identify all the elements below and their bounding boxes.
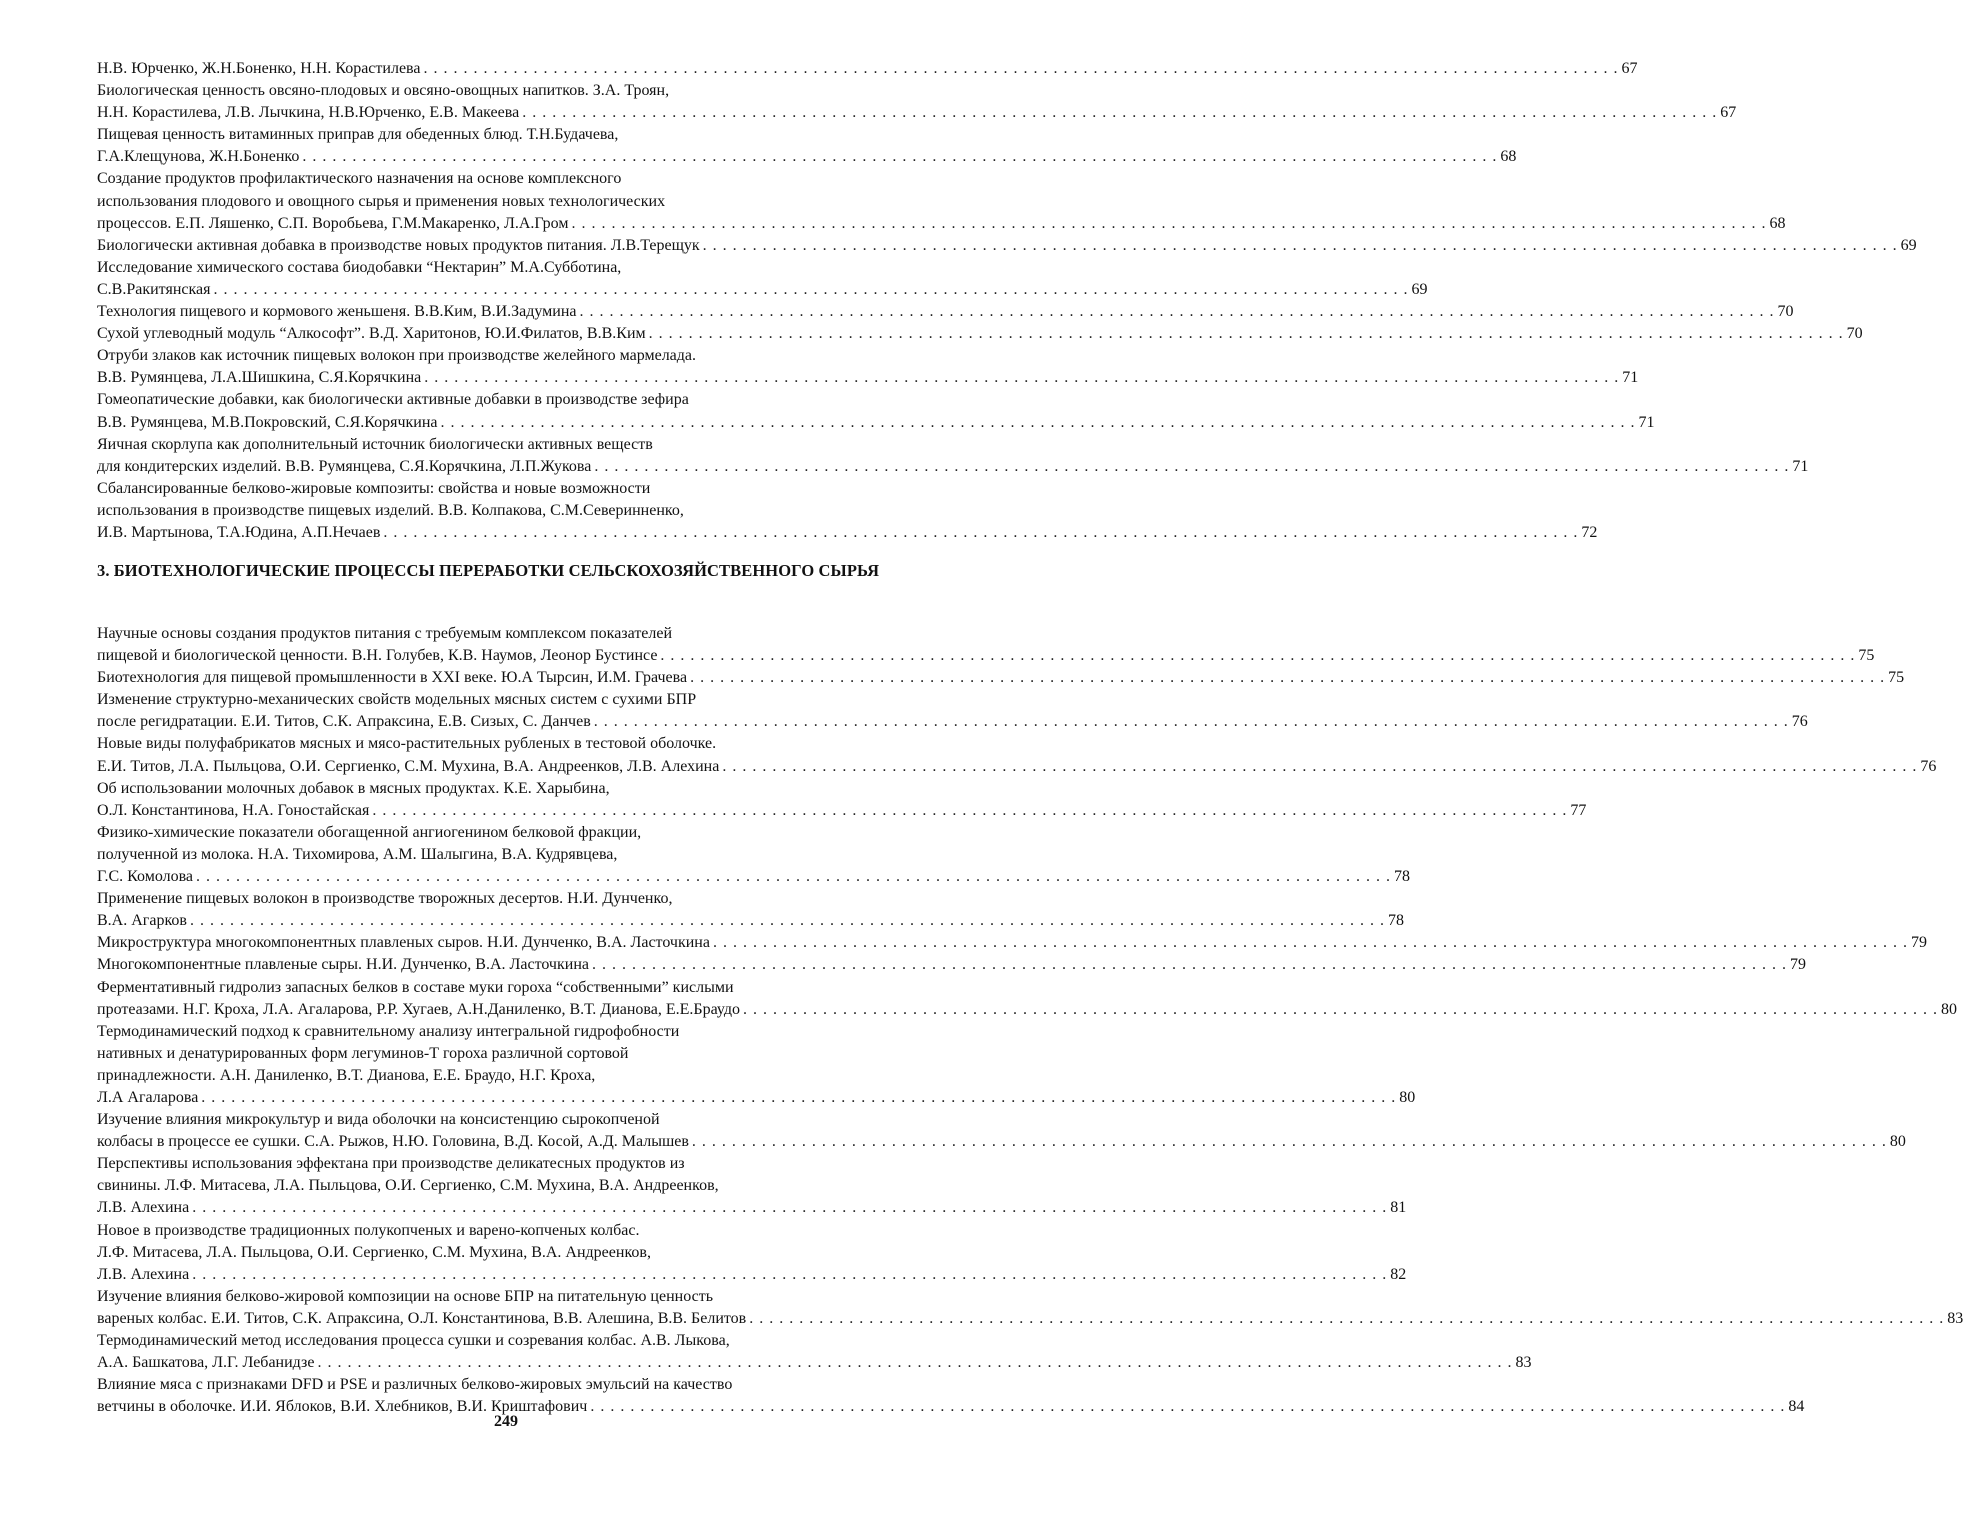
toc-entry-text: принадлежности. А.Н. Даниленко, В.Т. Дианова, Е.Е. Браудо, Н.Г. Кроха, [97, 1066, 596, 1084]
toc-entry-text: протеазами. Н.Г. Кроха, Л.А. Агаларова, Р.Р. Хугаев, А.Н.Даниленко, В.Т. Дианова, Е.Е.Браудо [97, 1000, 741, 1018]
toc-line [97, 1242, 922, 1264]
toc-entry-text: С.В.Ракитянская [97, 280, 211, 298]
toc-entry-text: Изменение структурно-механических свойств модельных мясных систем с сухими БПР [97, 691, 697, 709]
toc-page-number: 67 [1621, 60, 1638, 77]
toc-page-number: 70 [1846, 325, 1863, 343]
dot-leader: . . . . . . . . . . . . . . . . . . . . . . . . . . . . . . . . . . . . . . . . . . . . . . . . . . . . . . . . . . . . . . . . . . . . . . . . . . . . . . . . . . . . . . . . . . . . . . . . . . . . . . . . . . . . . . . . . . . . . . . . [189, 912, 1385, 930]
toc-entry-text: Новые виды полуфабрикатов мясных и мясо-растительных рубленых в тестовой оболочке. [97, 735, 717, 753]
toc-entry-text: вареных колбас. Е.И. Титов, С.К. Апраксина, О.Л. Константинова, В.В. Алешина, В.В. Белитов [97, 1309, 747, 1327]
toc-line [97, 910, 1404, 932]
toc-page-number: 67 [1720, 104, 1737, 122]
toc-entry-text: для кондитерских изделий. В.В. Румянцева, С.Я.Корячкина, Л.П.Жукова [97, 457, 592, 475]
dot-leader: . . . . . . . . . . . . . . . . . . . . . . . . . . . . . . . . . . . . . . . . . . . . . . . . . . . . . . . . . . . . . . . . . . . . . . . . . . . . . . . . . . . . . . . . . . . . . . . . . . . . . . . . . . . . . . . . . . . . . . . . [201, 1088, 1397, 1106]
toc-entry-text: Биологически активная добавка в производстве новых продуктов питания. Л.В.Терещук [97, 236, 700, 254]
toc-entry-text: Л.А Агаларова [97, 1088, 199, 1106]
dot-leader: . . . . . . . . . . . . . . . . . . . . . . . . . . . . . . . . . . . . . . . . . . . . . . . . . . . . . . . . . . . . . . . . . . . . . . . . . . . . . . . . . . . . . . . . . . . . . . . . . . . . . . . . . . . . . . . . . . . . . . . . [702, 236, 1898, 254]
toc-entry-text: Биотехнология для пищевой промышленности в XXI веке. Ю.А Тырсин, И.М. Грачева [97, 669, 688, 687]
toc-line [97, 1374, 922, 1396]
toc-page-number: 80 [1399, 1088, 1416, 1106]
dot-leader: . . . . . . . . . . . . . . . . . . . . . . . . . . . . . . . . . . . . . . . . . . . . . . . . . . . . . . . . . . . . . . . . . . . . . . . . . . . . . . . . . . . . . . . . . . . . . . . . . . . . . . . . . . . . . . . . . . . . . . . . [743, 1000, 1939, 1018]
dot-leader: . . . . . . . . . . . . . . . . . . . . . . . . . . . . . . . . . . . . . . . . . . . . . . . . . . . . . . . . . . . . . . . . . . . . . . . . . . . . . . . . . . . . . . . . . . . . . . . . . . . . . . . . . . . . . . . . . . . . . . . . [440, 413, 1636, 431]
toc-page-number: 84 [1788, 1398, 1805, 1416]
toc-page-number: 79 [1910, 934, 1927, 952]
toc-entry-text: Ферментативный гидролиз запасных белков в составе муки гороха “собственными” кислыми [97, 978, 734, 996]
toc-entry-text: Об использовании молочных добавок в мясных продуктах. К.Е. Харыбина, [97, 779, 610, 797]
dot-leader: . . . . . . . . . . . . . . . . . . . . . . . . . . . . . . . . . . . . . . . . . . . . . . . . . . . . . . . . . . . . . . . . . . . . . . . . . . . . . . . . . . . . . . . . . . . . . . . . . . . . . . . . . . . . . . . . . . . . . . . . [594, 457, 1790, 475]
toc-line [97, 80, 922, 102]
toc-entry-text: использования плодового и овощного сырья и применения новых технологических [97, 192, 666, 210]
toc-page-number: 83 [1947, 1309, 1963, 1327]
toc-line [97, 1021, 922, 1043]
toc-entry-text: В.В. Румянцева, Л.А.Шишкина, С.Я.Корячкина [97, 369, 422, 387]
toc-entry-text: колбасы в процессе ее сушки. С.А. Рыжов, Н.Ю. Головина, В.Д. Косой, А.Д. Малышев [97, 1133, 689, 1151]
toc-page-number: 81 [1390, 1199, 1407, 1217]
toc-line [97, 58, 1638, 80]
dot-leader: . . . . . . . . . . . . . . . . . . . . . . . . . . . . . . . . . . . . . . . . . . . . . . . . . . . . . . . . . . . . . . . . . . . . . . . . . . . . . . . . . . . . . . . . . . . . . . . . . . . . . . . . . . . . . . . . . . . . . . . . [383, 523, 1579, 541]
toc-line [97, 1043, 922, 1065]
toc-line [97, 168, 922, 190]
toc-entry-text: полученной из молока. Н.А. Тихомирова, А.М. Шалыгина, В.А. Кудрявцева, [97, 845, 618, 863]
dot-leader: . . . . . . . . . . . . . . . . . . . . . . . . . . . . . . . . . . . . . . . . . . . . . . . . . . . . . . . . . . . . . . . . . . . . . . . . . . . . . . . . . . . . . . . . . . . . . . . . . . . . . . . . . . . . . . . . . . . . . . . . [372, 801, 1568, 819]
toc-line [97, 367, 1639, 389]
toc-entry-text: использования в производстве пищевых изделий. В.В. Колпакова, С.М.Северинненко, [97, 501, 684, 519]
toc-line [97, 213, 1786, 235]
dot-leader: . . . . . . . . . . . . . . . . . . . . . . . . . . . . . . . . . . . . . . . . . . . . . . . . . . . . . . . . . . . . . . . . . . . . . . . . . . . . . . . . . . . . . . . . . . . . . . . . . . . . . . . . . . . . . . . . . . . . . . . . [571, 214, 1767, 232]
toc-line [97, 257, 922, 279]
toc-line [97, 1352, 1532, 1374]
toc-entry-text: Л.В. Алехина [97, 1199, 190, 1217]
dot-leader: . . . . . . . . . . . . . . . . . . . . . . . . . . . . . . . . . . . . . . . . . . . . . . . . . . . . . . . . . . . . . . . . . . . . . . . . . . . . . . . . . . . . . . . . . . . . . . . . . . . . . . . . . . . . . . . . . . . . . . . . [648, 325, 1844, 343]
toc-page-number: 75 [1888, 669, 1905, 687]
toc-page-number: 80 [1889, 1133, 1906, 1151]
toc-line [97, 1220, 922, 1242]
toc-entry-text: Пищевая ценность витаминных приправ для обеденных блюд. Т.Н.Будачева, [97, 126, 619, 144]
toc-entry-text: Многокомпонентные плавленые сыры. Н.И. Дунченко, В.А. Ласточкина [97, 956, 589, 974]
toc-page-number: 68 [1769, 214, 1786, 232]
toc-entry-text: Отруби злаков как источник пищевых волокон при производстве желейного мармелада. [97, 347, 697, 365]
toc-line [97, 1109, 922, 1131]
toc-entry-text: Термодинамический подход к сравнительному анализу интегральной гидрофобности [97, 1022, 680, 1040]
toc-entry-text: свинины. Л.Ф. Митасева, Л.А. Пыльцова, О.И. Сергиенко, С.М. Мухина, В.А. Андреенков, [97, 1177, 719, 1195]
dot-leader: . . . . . . . . . . . . . . . . . . . . . . . . . . . . . . . . . . . . . . . . . . . . . . . . . . . . . . . . . . . . . . . . . . . . . . . . . . . . . . . . . . . . . . . . . . . . . . . . . . . . . . . . . . . . . . . . . . . . . . . . [192, 1265, 1388, 1283]
toc-line [97, 645, 1875, 667]
dot-leader: . . . . . . . . . . . . . . . . . . . . . . . . . . . . . . . . . . . . . . . . . . . . . . . . . . . . . . . . . . . . . . . . . . . . . . . . . . . . . . . . . . . . . . . . . . . . . . . . . . . . . . . . . . . . . . . . . . . . . . . . [722, 757, 1918, 775]
toc-page-number: 82 [1390, 1265, 1407, 1283]
toc-page-number: 79 [1789, 956, 1806, 974]
toc-line [97, 1153, 922, 1175]
toc-line [97, 1286, 922, 1308]
toc-entry-text: А.А. Башкатова, Л.Г. Лебанидзе [97, 1354, 315, 1372]
toc-entry-text: О.Л. Константинова, Н.А. Гоностайская [97, 801, 370, 819]
dot-leader: . . . . . . . . . . . . . . . . . . . . . . . . . . . . . . . . . . . . . . . . . . . . . . . . . . . . . . . . . . . . . . . . . . . . . . . . . . . . . . . . . . . . . . . . . . . . . . . . . . . . . . . . . . . . . . . . . . . . . . . . [590, 1398, 1786, 1416]
toc-entry-text: И.В. Мартынова, Т.А.Юдина, А.П.Нечаев [97, 523, 381, 541]
toc-entry-text: Создание продуктов профилактического назначения на основе комплексного [97, 170, 622, 188]
toc-section-2 [97, 623, 1963, 1418]
toc-line [97, 434, 922, 456]
toc-page-number: 72 [1581, 523, 1598, 541]
toc-line [97, 279, 1428, 301]
toc-entry-text: ветчины в оболочке. И.И. Яблоков, В.И. Хлебников, В.И. Криштафович [97, 1398, 588, 1416]
toc-line [97, 191, 922, 213]
toc-page-number: 71 [1638, 413, 1655, 431]
toc-line [97, 800, 1587, 822]
toc-line [97, 478, 922, 500]
toc-page-number: 83 [1515, 1354, 1532, 1372]
toc-line [97, 456, 1809, 478]
toc-entry-text: пищевой и биологической ценности. В.Н. Голубев, К.В. Наумов, Леонор Бустинсе [97, 647, 658, 665]
dot-leader: . . . . . . . . . . . . . . . . . . . . . . . . . . . . . . . . . . . . . . . . . . . . . . . . . . . . . . . . . . . . . . . . . . . . . . . . . . . . . . . . . . . . . . . . . . . . . . . . . . . . . . . . . . . . . . . . . . . . . . . . [591, 956, 1787, 974]
toc-page-number: 70 [1777, 303, 1794, 321]
toc-section-1 [97, 58, 1917, 544]
toc-line [97, 1197, 1407, 1219]
dot-leader: . . . . . . . . . . . . . . . . . . . . . . . . . . . . . . . . . . . . . . . . . . . . . . . . . . . . . . . . . . . . . . . . . . . . . . . . . . . . . . . . . . . . . . . . . . . . . . . . . . . . . . . . . . . . . . . . . . . . . . . . [660, 647, 1856, 665]
dot-leader: . . . . . . . . . . . . . . . . . . . . . . . . . . . . . . . . . . . . . . . . . . . . . . . . . . . . . . . . . . . . . . . . . . . . . . . . . . . . . . . . . . . . . . . . . . . . . . . . . . . . . . . . . . . . . . . . . . . . . . . . [423, 60, 1619, 77]
toc-line [97, 102, 1737, 124]
toc-entry-text: В.А. Агарков [97, 912, 187, 930]
toc-entry-text: Применение пищевых волокон в производстве творожных десертов. Н.И. Дунченко, [97, 890, 673, 908]
toc-line [97, 1308, 1963, 1330]
dot-leader: . . . . . . . . . . . . . . . . . . . . . . . . . . . . . . . . . . . . . . . . . . . . . . . . . . . . . . . . . . . . . . . . . . . . . . . . . . . . . . . . . . . . . . . . . . . . . . . . . . . . . . . . . . . . . . . . . . . . . . . . [302, 148, 1498, 166]
toc-line [97, 932, 1927, 954]
toc-entry-text: Влияние мяса с признаками DFD и PSE и различных белково-жировых эмульсий на качество [97, 1376, 733, 1394]
toc-entry-text: Сухой углеводный модуль “Алкософт”. В.Д. Харитонов, Ю.И.Филатов, В.В.Ким [97, 325, 646, 343]
dot-leader: . . . . . . . . . . . . . . . . . . . . . . . . . . . . . . . . . . . . . . . . . . . . . . . . . . . . . . . . . . . . . . . . . . . . . . . . . . . . . . . . . . . . . . . . . . . . . . . . . . . . . . . . . . . . . . . . . . . . . . . . [593, 713, 1789, 731]
toc-entry-text: процессов. Е.П. Ляшенко, С.П. Воробьева, Г.М.Макаренко, Л.А.Гром [97, 214, 569, 232]
dot-leader: . . . . . . . . . . . . . . . . . . . . . . . . . . . . . . . . . . . . . . . . . . . . . . . . . . . . . . . . . . . . . . . . . . . . . . . . . . . . . . . . . . . . . . . . . . . . . . . . . . . . . . . . . . . . . . . . . . . . . . . . [749, 1309, 1945, 1327]
toc-page-number: 76 [1920, 757, 1937, 775]
toc-page-number: 71 [1792, 457, 1809, 475]
toc-line [97, 522, 1598, 544]
dot-leader: . . . . . . . . . . . . . . . . . . . . . . . . . . . . . . . . . . . . . . . . . . . . . . . . . . . . . . . . . . . . . . . . . . . . . . . . . . . . . . . . . . . . . . . . . . . . . . . . . . . . . . . . . . . . . . . . . . . . . . . . [196, 868, 1392, 886]
toc-entry-text: Яичная скорлупа как дополнительный источник биологически активных веществ [97, 435, 653, 453]
toc-entry-text: Сбалансированные белково-жировые композиты: свойства и новые возможности [97, 479, 651, 497]
toc-entry-text: Термодинамический метод исследования процесса сушки и созревания колбас. А.В. Лыкова, [97, 1332, 730, 1349]
toc-entry-text: Изучение влияния белково-жировой композиции на основе БПР на питательную ценность [97, 1287, 713, 1305]
toc-page-number: 78 [1394, 868, 1411, 886]
toc-entry-text: В.В. Румянцева, М.В.Покровский, С.Я.Корячкина [97, 413, 438, 431]
dot-leader: . . . . . . . . . . . . . . . . . . . . . . . . . . . . . . . . . . . . . . . . . . . . . . . . . . . . . . . . . . . . . . . . . . . . . . . . . . . . . . . . . . . . . . . . . . . . . . . . . . . . . . . . . . . . . . . . . . . . . . . . [691, 1133, 1887, 1151]
toc-entry-text: Г.С. Комолова [97, 868, 194, 886]
dot-leader: . . . . . . . . . . . . . . . . . . . . . . . . . . . . . . . . . . . . . . . . . . . . . . . . . . . . . . . . . . . . . . . . . . . . . . . . . . . . . . . . . . . . . . . . . . . . . . . . . . . . . . . . . . . . . . . . . . . . . . . . [579, 303, 1775, 321]
toc-line [97, 500, 922, 522]
toc-entry-text: Л.В. Алехина [97, 1265, 190, 1283]
toc-line [97, 1131, 1906, 1153]
toc-entry-text: Е.И. Титов, Л.А. Пыльцова, О.И. Сергиенко, С.М. Мухина, В.А. Андреенков, Л.В. Алехина [97, 757, 720, 775]
toc-line [97, 412, 1655, 434]
toc-entry-text: Микроструктура многокомпонентных плавленых сыров. Н.И. Дунченко, В.А. Ласточкина [97, 934, 710, 952]
toc-entry-text: Биологическая ценность овсяно-плодовых и овсяно-овощных напитков. З.А. Троян, [97, 82, 670, 100]
toc-line [97, 954, 1806, 976]
toc-entry-text: Перспективы использования эффектана при производстве деликатесных продуктов из [97, 1155, 685, 1173]
section-title: 3. БИОТЕХНОЛОГИЧЕСКИЕ ПРОЦЕССЫ ПЕРЕРАБОТКИ СЕЛЬСКОХОЗЯЙСТВЕННОГО СЫРЬЯ [97, 561, 880, 580]
toc-entry-text: Технология пищевого и кормового женьшеня. В.В.Ким, В.И.Задумина [97, 303, 577, 321]
dot-leader: . . . . . . . . . . . . . . . . . . . . . . . . . . . . . . . . . . . . . . . . . . . . . . . . . . . . . . . . . . . . . . . . . . . . . . . . . . . . . . . . . . . . . . . . . . . . . . . . . . . . . . . . . . . . . . . . . . . . . . . . [522, 104, 1718, 122]
toc-page-number: 77 [1570, 801, 1587, 819]
toc-line [97, 822, 922, 844]
toc-entry-text: Научные основы создания продуктов питания с требуемым комплексом показателей [97, 625, 673, 642]
dot-leader: . . . . . . . . . . . . . . . . . . . . . . . . . . . . . . . . . . . . . . . . . . . . . . . . . . . . . . . . . . . . . . . . . . . . . . . . . . . . . . . . . . . . . . . . . . . . . . . . . . . . . . . . . . . . . . . . . . . . . . . . [712, 934, 1908, 952]
toc-page-number: 80 [1941, 1000, 1958, 1018]
toc-line [97, 844, 922, 866]
toc-entry-text: Физико-химические показатели обогащенной ангиогенином белковой фракции, [97, 823, 642, 841]
dot-leader: . . . . . . . . . . . . . . . . . . . . . . . . . . . . . . . . . . . . . . . . . . . . . . . . . . . . . . . . . . . . . . . . . . . . . . . . . . . . . . . . . . . . . . . . . . . . . . . . . . . . . . . . . . . . . . . . . . . . . . . . [424, 369, 1620, 387]
toc-line [97, 1175, 922, 1197]
toc-entry-text: Л.Ф. Митасева, Л.А. Пыльцова, О.И. Сергиенко, С.М. Мухина, В.А. Андреенков, [97, 1243, 651, 1261]
dot-leader: . . . . . . . . . . . . . . . . . . . . . . . . . . . . . . . . . . . . . . . . . . . . . . . . . . . . . . . . . . . . . . . . . . . . . . . . . . . . . . . . . . . . . . . . . . . . . . . . . . . . . . . . . . . . . . . . . . . . . . . . [690, 669, 1886, 687]
toc-line [97, 623, 922, 645]
dot-leader: . . . . . . . . . . . . . . . . . . . . . . . . . . . . . . . . . . . . . . . . . . . . . . . . . . . . . . . . . . . . . . . . . . . . . . . . . . . . . . . . . . . . . . . . . . . . . . . . . . . . . . . . . . . . . . . . . . . . . . . . [317, 1354, 1513, 1372]
toc-line [97, 146, 1517, 168]
toc-line [97, 733, 922, 755]
toc-line [97, 235, 1917, 257]
toc-entry-text: Новое в производстве традиционных полукопченых и варено-копченых колбас. [97, 1221, 640, 1239]
toc-line [97, 756, 1937, 778]
toc-entry-text: Н.Н. Корастилева, Л.В. Лычкина, Н.В.Юрченко, Е.В. Макеева [97, 104, 520, 122]
toc-page-number: 75 [1858, 647, 1875, 665]
toc-line [97, 345, 922, 367]
toc-line [97, 999, 1958, 1021]
toc-line [97, 301, 1794, 323]
page-number: 249 [494, 1413, 518, 1430]
toc-entry-text: Изучение влияния микрокультур и вида оболочки на консистенцию сырокопченой [97, 1111, 660, 1129]
dot-leader: . . . . . . . . . . . . . . . . . . . . . . . . . . . . . . . . . . . . . . . . . . . . . . . . . . . . . . . . . . . . . . . . . . . . . . . . . . . . . . . . . . . . . . . . . . . . . . . . . . . . . . . . . . . . . . . . . . . . . . . . [192, 1199, 1388, 1217]
toc-page-number: 76 [1791, 713, 1808, 731]
toc-page-number: 68 [1500, 148, 1517, 166]
toc-page-number: 69 [1900, 236, 1917, 254]
toc-line [97, 389, 922, 411]
toc-line [97, 323, 1863, 345]
toc-entry-text: Н.В. Юрченко, Ж.Н.Боненко, Н.Н. Корастилева [97, 60, 421, 77]
toc-line [97, 1264, 1407, 1286]
toc-line [97, 689, 922, 711]
toc-entry-text: Г.А.Клещунова, Ж.Н.Боненко [97, 148, 300, 166]
toc-line [97, 124, 922, 146]
toc-entry-text: после регидратации. Е.И. Титов, С.К. Апраксина, Е.В. Сизых, С. Данчев [97, 713, 591, 731]
toc-entry-text: Исследование химического состава биодобавки “Нектарин” М.А.Субботина, [97, 258, 622, 276]
toc-entry-text: нативных и денатурированных форм легуминов-Т гороха различной сортовой [97, 1044, 629, 1062]
toc-page-number: 78 [1387, 912, 1404, 930]
toc-line [97, 667, 1905, 689]
toc-entry-text: Гомеопатические добавки, как биологически активные добавки в производстве зефира [97, 391, 689, 409]
toc-line [97, 778, 922, 800]
dot-leader: . . . . . . . . . . . . . . . . . . . . . . . . . . . . . . . . . . . . . . . . . . . . . . . . . . . . . . . . . . . . . . . . . . . . . . . . . . . . . . . . . . . . . . . . . . . . . . . . . . . . . . . . . . . . . . . . . . . . . . . . [213, 280, 1409, 298]
toc-line [97, 866, 1411, 888]
toc-line [97, 1065, 922, 1087]
toc-line [97, 1087, 1416, 1109]
toc-line [97, 977, 922, 999]
toc-line [97, 1330, 922, 1352]
toc-line [97, 711, 1808, 733]
toc-line [97, 888, 922, 910]
toc-page-number: 71 [1622, 369, 1639, 387]
toc-page-number: 69 [1411, 280, 1428, 298]
